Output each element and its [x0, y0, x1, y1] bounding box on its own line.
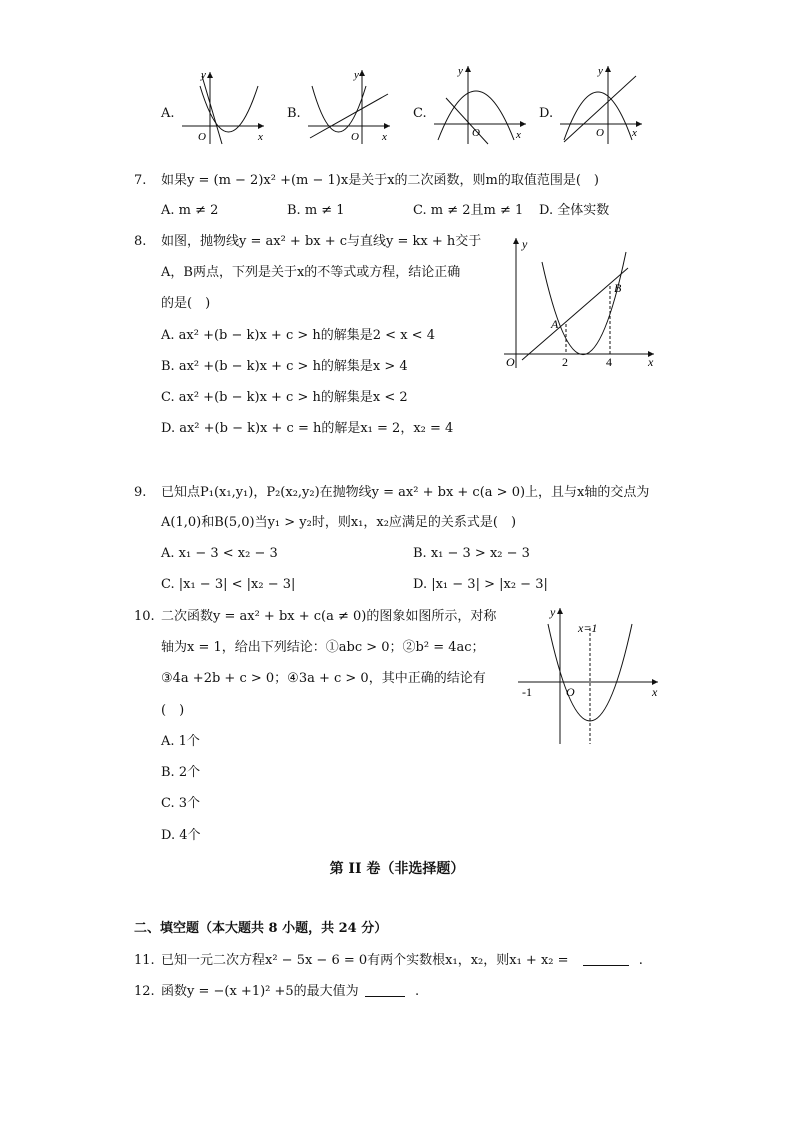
q9-number: 9. — [134, 485, 147, 500]
q8-fig-origin: O — [506, 355, 515, 369]
q6-graph-c — [430, 62, 530, 146]
q9-option-c[interactable]: C. |x₁ − 3| < |x₂ − 3| — [161, 577, 296, 592]
q6d-y-label: y — [598, 65, 603, 77]
q12-number: 12. — [134, 984, 155, 999]
section2-title: 二、填空题（本大题共 8 小题，共 24 分） — [134, 921, 388, 936]
q12-answer-blank[interactable] — [365, 984, 405, 997]
q8-option-a[interactable]: A. ax² +(b − k)x + c > h的解集是2 < x < 4 — [161, 328, 435, 343]
q7-option-c[interactable]: C. m ≠ 2且m ≠ 1 — [413, 203, 524, 218]
q10-option-c[interactable]: C. 3个 — [161, 796, 201, 811]
q6-option-b-label[interactable]: B. — [287, 106, 301, 121]
q6a-y-label: y — [201, 69, 206, 81]
q8-stem-line3: 的是( ) — [161, 296, 211, 311]
q10-stem-line3: ③4a +2b + c > 0；④3a + c > 0，其中正确的结论有 — [161, 671, 486, 686]
q10-stem-line1: 二次函数y = ax² + bx + c(a ≠ 0)的图象如图所示，对称 — [161, 609, 497, 624]
q8-fig-y: y — [522, 237, 528, 251]
q10-fig-x: x — [652, 685, 658, 699]
q9-stem-line2: A(1,0)和B(5,0)当y₁ > y₂时，则x₁，x₂应满足的关系式是( ) — [161, 515, 517, 530]
q6-graph-d — [556, 62, 646, 146]
q8-fig-point-b: B — [614, 281, 622, 295]
q8-figure — [498, 232, 664, 372]
q8-option-c[interactable]: C. ax² +(b − k)x + c > h的解集是x < 2 — [161, 390, 408, 405]
q9-stem-line1: 已知点P₁(x₁,y₁)，P₂(x₂,y₂)在抛物线y = ax² + bx + c(a > 0)上，且与x轴的交点为 — [161, 485, 650, 500]
q12-stem: 函数y = −(x +1)² +5的最大值为 — [161, 984, 359, 999]
q9-option-a[interactable]: A. x₁ − 3 < x₂ − 3 — [161, 546, 278, 561]
q6-option-d-label[interactable]: D. — [539, 106, 554, 121]
q6b-origin: O — [351, 131, 359, 143]
q6d-x-label: x — [632, 127, 637, 139]
q11-stem: 已知一元二次方程x² − 5x − 6 = 0有两个实数根x₁，x₂，则x₁ + x₂ = — [161, 953, 569, 968]
q7-option-d[interactable]: D. 全体实数 — [539, 203, 610, 218]
q6b-x-label: x — [382, 131, 387, 143]
q7-stem: 如果y = (m − 2)x² +(m − 1)x是关于x的二次函数，则m的取值范围是( ) — [161, 173, 600, 188]
q7-option-a[interactable]: A. m ≠ 2 — [161, 203, 219, 218]
q12-end: . — [414, 984, 420, 999]
q10-fig-y: y — [550, 605, 556, 619]
q11-answer-blank[interactable] — [583, 953, 629, 966]
part2-title: 第 II 卷（非选择题） — [329, 861, 465, 877]
q8-fig-x: x — [648, 355, 654, 369]
q10-option-b[interactable]: B. 2个 — [161, 765, 201, 780]
q6-option-a-label[interactable]: A. — [161, 106, 175, 121]
q8-stem-line2: A，B两点，下列是关于x的不等式或方程，结论正确 — [161, 265, 461, 280]
q10-stem-line4: ( ) — [161, 703, 185, 718]
q6-option-c-label[interactable]: C. — [413, 106, 427, 121]
q8-option-d[interactable]: D. ax² +(b − k)x + c = h的解是x₁ = 2，x₂ = 4 — [161, 421, 454, 436]
q8-number: 8. — [134, 234, 147, 249]
q8-option-b[interactable]: B. ax² +(b − k)x + c > h的解集是x > 4 — [161, 359, 408, 374]
q8-fig-tick-2: 2 — [562, 355, 568, 369]
q10-fig-origin: O — [566, 685, 575, 699]
q10-option-d[interactable]: D. 4个 — [161, 828, 201, 843]
q7-option-b[interactable]: B. m ≠ 1 — [287, 203, 345, 218]
q6-graph-a — [178, 68, 268, 146]
q9-option-d[interactable]: D. |x₁ − 3| > |x₂ − 3| — [413, 577, 548, 592]
q10-figure — [514, 604, 664, 748]
q6a-x-label: x — [258, 131, 263, 143]
q6d-origin: O — [596, 127, 604, 139]
q10-fig-axis-label: x=1 — [578, 621, 598, 635]
q8-fig-point-a: A — [551, 317, 559, 331]
q6b-y-label: y — [354, 69, 359, 81]
q6a-origin: O — [198, 131, 206, 143]
q10-fig-neg1: -1 — [522, 685, 532, 699]
q10-option-a[interactable]: A. 1个 — [161, 734, 200, 749]
q6c-y-label: y — [458, 65, 463, 77]
q11-end: . — [638, 953, 643, 968]
q6c-x-label: x — [516, 129, 521, 141]
q6-graph-b — [304, 66, 394, 146]
q10-number: 10. — [134, 609, 155, 624]
q6c-origin: O — [472, 127, 480, 139]
q10-stem-line2: 轴为x = 1，给出下列结论：①abc > 0；②b² = 4ac； — [161, 640, 485, 655]
q11-number: 11. — [134, 953, 155, 968]
q7-number: 7. — [134, 173, 147, 188]
q9-option-b[interactable]: B. x₁ − 3 > x₂ − 3 — [413, 546, 530, 561]
q8-fig-tick-4: 4 — [606, 355, 612, 369]
q8-stem-line1: 如图，抛物线y = ax² + bx + c与直线y = kx + h交于 — [161, 234, 482, 249]
